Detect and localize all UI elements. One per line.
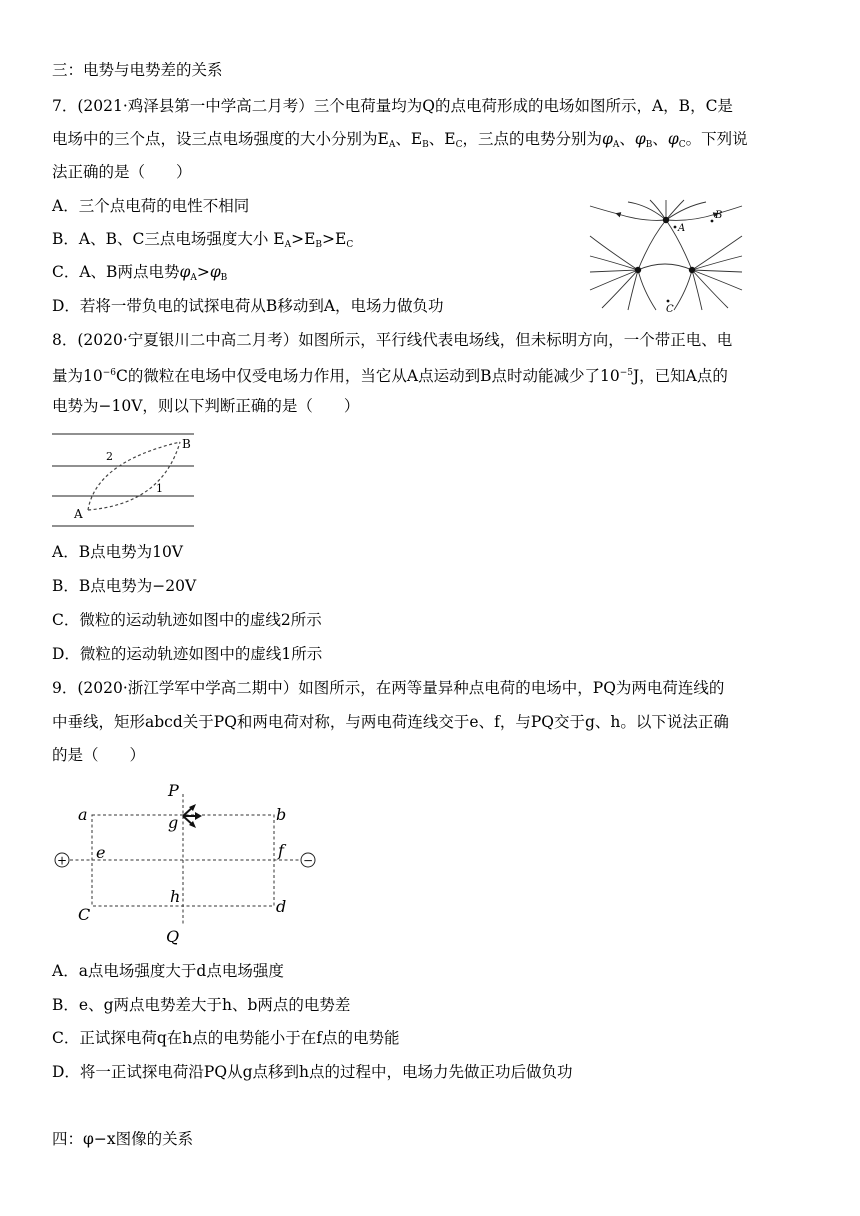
q8-option-c: C．微粒的运动轨迹如图中的虚线2所示 — [52, 611, 322, 629]
q9-label-f: f — [278, 841, 284, 860]
q9-label-a: a — [78, 805, 88, 824]
q8-option-d: D．微粒的运动轨迹如图中的虚线1所示 — [52, 645, 323, 663]
q7-stem-line1: 7．(2021·鸡泽县第一中学高二月考）三个电荷量均为Q的点电荷形成的电场如图所示，A，B，C是 — [52, 97, 733, 115]
q8-label-a: A — [74, 507, 83, 521]
q9-label-e: e — [96, 843, 106, 862]
q9-label-d: d — [276, 897, 287, 916]
q7-option-d: D．若将一带负电的试探电荷从B移动到A，电场力做负功 — [52, 297, 444, 315]
q7-option-a: A．三个点电荷的电性不相同 — [52, 197, 250, 215]
q8-option-b: B．B点电势为−20V — [52, 577, 197, 595]
q9-field-figure — [52, 780, 322, 945]
positive-charge-sign: + — [56, 853, 68, 868]
q9-label-q: Q — [166, 927, 180, 946]
q7-option-b: B．A、B、C三点电场强度大小 $E_A>E_B>E_C$ — [52, 230, 354, 250]
q9-option-b: B．e、g两点电势差大于h、b两点的电势差 — [52, 996, 351, 1014]
q7-label-c: C — [666, 304, 674, 315]
q9-label-h: h — [170, 887, 181, 906]
q7-option-c: C．A、B两点电势$\varphi_A>\varphi_B$ — [52, 263, 228, 283]
negative-charge-sign: − — [302, 853, 314, 868]
q8-stem-line3: 电势为−10V，则以下判断正确的是（ ） — [52, 397, 360, 415]
q9-stem-line2: 中垂线，矩形abcd关于PQ和两电荷对称，与两电荷连线交于e、f，与PQ交于g、h。以下说法正确 — [52, 713, 729, 731]
q9-option-d: D．将一正试探电荷沿PQ从g点移到h点的过程中，电场力先做正功后做负功 — [52, 1063, 573, 1081]
q8-stem-line2: 量为$10^{-6}C$的微粒在电场中仅受电场力作用，当它从A点运动到B点时动能减少了$10^{-5}J$，已知A点的 — [52, 367, 728, 385]
q8-label-1: 1 — [156, 482, 163, 495]
q8-path-2 — [88, 442, 180, 510]
q7-label-b: B — [715, 210, 723, 221]
q9-stem-line1: 9．(2020·浙江学军中学高二期中）如图所示，在两等量异种点电荷的电场中，PQ为两电荷连线的 — [52, 679, 725, 697]
q9-label-c: C — [78, 905, 91, 924]
q9-label-b: b — [276, 805, 287, 824]
q8-label-2: 2 — [106, 450, 113, 463]
q7-field-figure — [588, 200, 744, 315]
section-4-title: 四：φ−x图像的关系 — [52, 1130, 194, 1148]
q9-option-c: C．正试探电荷q在h点的电势能小于在f点的电势能 — [52, 1029, 400, 1047]
q9-option-a: A．a点电场强度大于d点电场强度 — [52, 962, 284, 980]
q8-stem-line1: 8．(2020·宁夏银川二中高二月考）如图所示，平行线代表电场线，但未标明方向，一个带正电、电 — [52, 331, 733, 349]
q8-path-1 — [88, 442, 180, 510]
q7-stem-line2: 电场中的三个点，设三点电场强度的大小分别为$E_A$、$E_B$、$E_C$，三点的电势分别为$\varphi_A$、$\varphi_B$、$\varphi_C$。下列说 — [52, 130, 748, 150]
q9-stem-line3: 的是（ ） — [52, 746, 146, 764]
q8-label-b: B — [182, 437, 191, 451]
q8-field-figure — [52, 432, 200, 528]
q7-label-a: A — [678, 223, 686, 234]
section-3-title: 三：电势与电势差的关系 — [52, 61, 223, 79]
q8-option-a: A．B点电势为10V — [52, 543, 184, 561]
q9-label-g: g — [168, 813, 179, 832]
q9-label-p: P — [168, 781, 179, 800]
q7-stem-line3: 法正确的是（ ） — [52, 163, 192, 181]
